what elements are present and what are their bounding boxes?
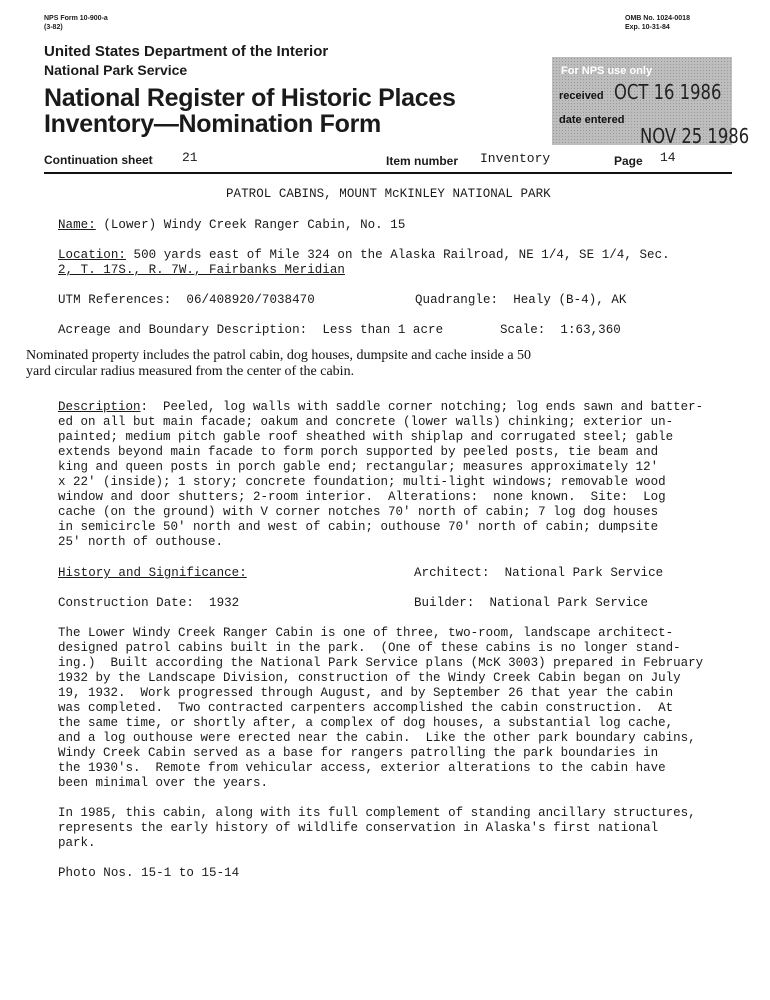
omb-line1: OMB No. 1024-0018 [625,15,690,22]
header-rule [44,172,732,174]
name-row [58,218,405,232]
omb-number [625,14,690,32]
handwritten-note-line2: yard circular radius measured from the center of the cabin. [26,364,355,379]
form-title-line2: Inventory—Nomination Form [44,110,381,138]
sheet-heading: PATROL CABINS, MOUNT McKINLEY NATIONAL PARK [226,187,551,201]
continuation-sheet-label: Continuation sheet [44,153,153,167]
scale-label: Scale: [500,323,546,337]
construction-date-row [58,596,239,610]
omb-line2: Exp. 10-31-84 [625,24,670,31]
location-line2: 2, T. 17S., R. 7W., Fairbanks Meridian [58,263,345,277]
conservation-paragraph: In 1985, this cabin, along with its full complement of standing ancillary structures, represents the early history of wildlife conservation in Alaska's first national park. [58,806,696,850]
agency-heading: National Park Service [44,62,188,78]
description-paragraph [58,400,703,550]
form-code-line1: NPS Form 10-900-a [44,15,108,22]
utm-row [58,293,315,307]
builder-value: National Park Service [489,596,649,610]
quadrangle-value: Healy (B-4), AK [513,293,627,307]
construction-date-value: 1932 [209,596,240,610]
continuation-sheet-value: 21 [182,150,198,165]
page-value: 14 [660,150,676,165]
construction-date-label: Construction Date: [58,596,194,610]
department-heading: United States Department of the Interior [44,43,329,60]
date-entered-label: date entered [559,114,625,126]
form-title-line1: National Register of Historic Places [44,84,456,112]
name-label: Name: [58,218,96,232]
acreage-row [58,323,443,337]
utm-label: UTM References: [58,293,172,307]
builder-row [414,596,648,610]
item-number-value: Inventory [480,151,551,166]
scale-row [500,323,621,337]
form-code-line2: (3-82) [44,24,63,31]
received-label: received [559,90,604,102]
history-significance-label: History and Significance: [58,566,247,580]
quadrangle-label: Quadrangle: [415,293,499,307]
acreage-label: Acreage and Boundary Description: [58,323,308,337]
page-label: Page [614,154,643,168]
nps-use-heading: For NPS use only [561,65,653,77]
utm-value: 06/408920/7038470 [186,293,315,307]
builder-label: Builder: [414,596,475,610]
handwritten-note-line1: Nominated property includes the patrol cabin, dog houses, dumpsite and cache inside a 50 [26,348,532,363]
name-value: (Lower) Windy Creek Ranger Cabin, No. 15 [103,218,406,232]
received-date-stamp: OCT 16 1986 [614,80,722,104]
acreage-value: Less than 1 acre [322,323,444,337]
photo-numbers: Photo Nos. 15-1 to 15-14 [58,866,240,880]
description-text: : Peeled, log walls with saddle corner notching; log ends sawn and batter- ed on all but main facade; oakum and concrete (lower walls) chinking; exterior un- painted; medium pitch gable roof sheathed with shiplap and corrugated steel; gable extends beyond main facade to form porch supported by peeled posts, tie beam and king and queen posts in porch gable end; rectangular; measures approximately 12' x 22' (inside); 1 story; concrete foundation; multi-light windows; removable wood window and door shutters; 2-room interior. Alterations: none known. Site: Log cache (on the ground) with V corner notches 70' north of cabin; 7 log dog houses in semicircle 50' north and west of cabin; outhouse 70' north of cabin; dumpsite 25' north of outhouse. [58,400,704,549]
architect-label: Architect: [414,566,490,580]
item-number-label: Item number [386,154,459,168]
date-entered-stamp: NOV 25 1986 [640,124,750,148]
scale-value: 1:63,360 [560,323,621,337]
location-row [58,248,670,262]
location-label: Location: [58,248,126,262]
history-paragraph: The Lower Windy Creek Ranger Cabin is one of three, two-room, landscape architect- designed patrol cabins built in the park. (One of these cabins is no longer stand- ing.) Built according the National Park Service plans (McK 3003) prepared in February 1932 by the Landscape Division, construction of the Windy Creek Cabin began on July 19, 1932. Work progressed through August, and by September 26 that year the cabin was completed. Two contracted carpenters accomplished the cabin construction. At the same time, or shortly after, a complex of dog houses, a substantial log cache, and a log outhouse were erected near the cabin. Like the other park boundary cabins, Windy Creek Cabin served as a base for rangers patrolling the park boundaries in the 1930's. Remote from vehicular access, exterior alterations to the cabin have been minimal over the years. [58,626,704,790]
form-code [44,14,108,32]
quadrangle-row [415,293,626,307]
location-line1: 500 yards east of Mile 324 on the Alaska Railroad, NE 1/4, SE 1/4, Sec. [133,248,670,262]
architect-row [414,566,663,580]
architect-value: National Park Service [504,566,664,580]
description-label: Description [58,400,141,414]
